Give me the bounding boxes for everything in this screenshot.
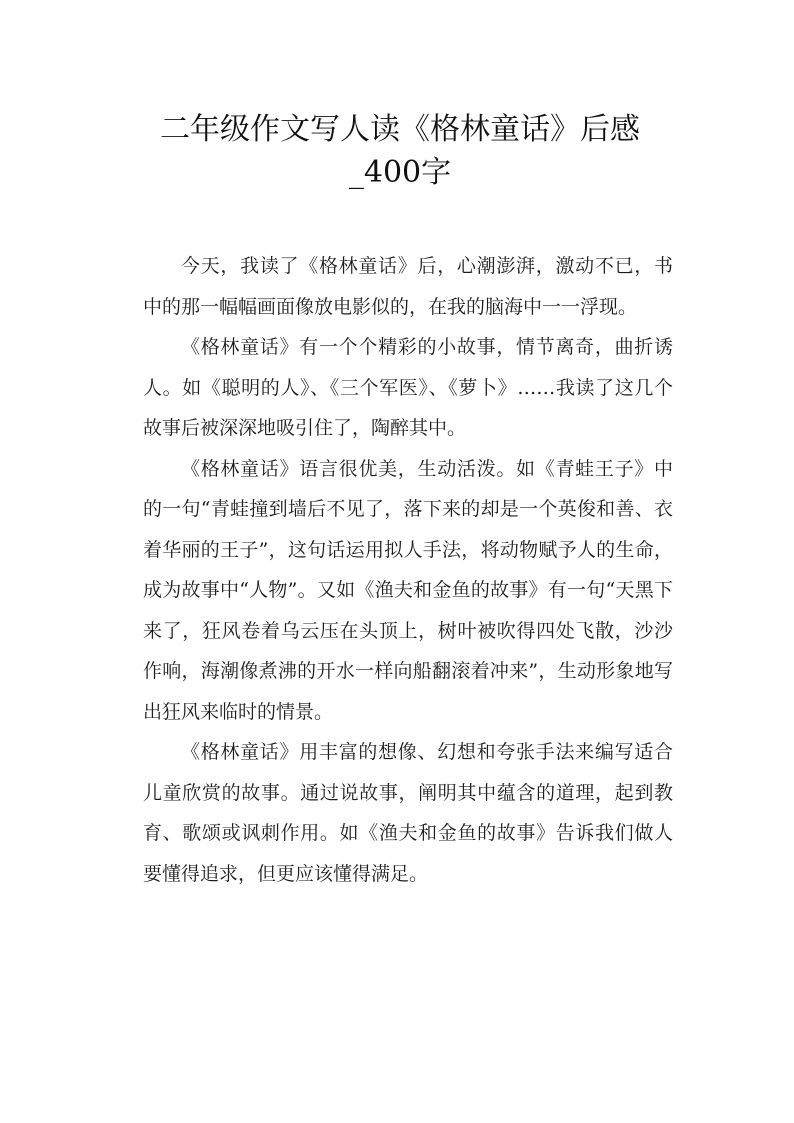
paragraph-stories: 《格林童话》有一个个精彩的小故事，情节离奇，曲折诱人。如《聪明的人》、《三个军医》、《萝卜》……我读了这几个故事后被深深地吸引住了，陶醉其中。 [143,336,673,439]
document-title: 二年级作文写人读《格林童话》后感_400字 [160,112,640,190]
paragraph-language: 《格林童话》语言很优美，生动活泼。如《青蛙王子》中的一句“青蛙撞到墙后不见了，落下来的却是一个英俊和善、衣着华丽的王子”，这句话运用拟人手法，将动物赋予人的生命，成为故事中“人物”。又如《渔夫和金鱼的故事》有一句“天黑下来了，狂风卷着乌云压在头顶上，树叶被吹得四处飞散，沙沙作响，海潮像煮沸的开水一样向船翻滚着冲来”，生动形象地写出狂风来临时的情景。 [143,457,673,723]
paragraph-imagination: 《格林童话》用丰富的想像、幻想和夸张手法来编写适合儿童欣赏的故事。通过说故事，阐明其中蕴含的道理，起到教育、歌颂或讽刺作用。如《渔夫和金鱼的故事》告诉我们做人要懂得追求，但更应该懂得满足。 [143,741,673,885]
document-body [143,246,673,894]
paragraph-intro: 今天，我读了《格林童话》后，心潮澎湃，激动不已，书中的那一幅幅画面像放电影似的，在我的脑海中一一浮现。 [143,255,673,318]
